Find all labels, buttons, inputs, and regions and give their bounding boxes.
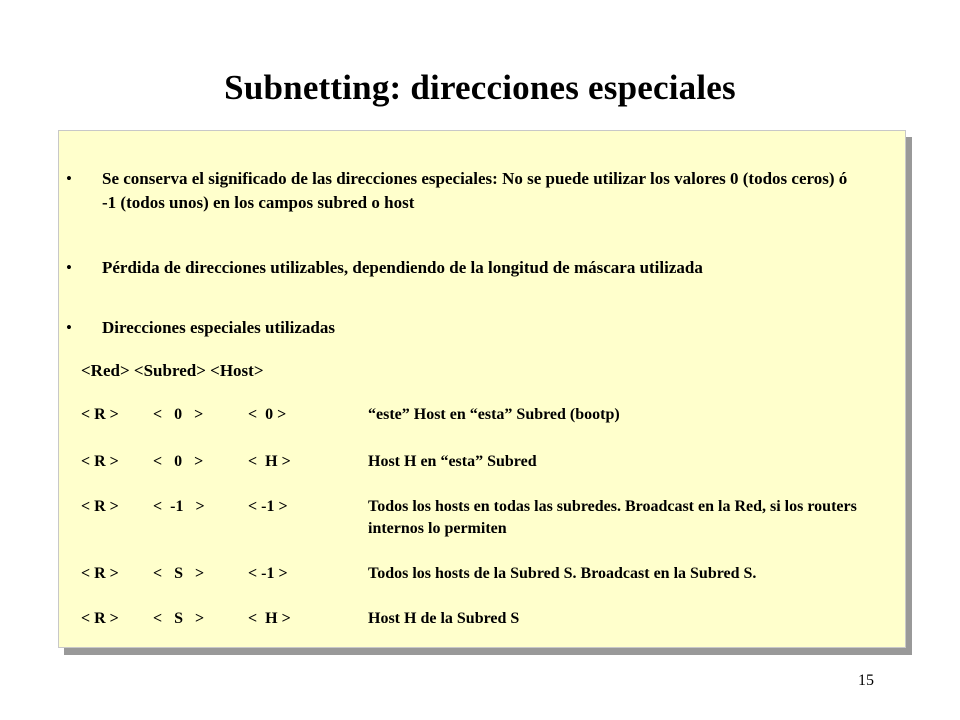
row-description: Todos los hosts de la Subred S. Broadcast en la Subred S. (368, 565, 757, 582)
subred-field: < S > (153, 565, 205, 582)
red-field: < R > (81, 610, 119, 627)
bullet-text: Pérdida de direcciones utilizables, dependiendo de la longitud de máscara utilizada (102, 258, 703, 277)
bullet-dot: • (66, 318, 72, 337)
address-format-header: <Red> <Subred> <Host> (81, 361, 264, 380)
bullet-text: Direcciones especiales utilizadas (102, 318, 335, 337)
subred-field: < 0 > (153, 453, 204, 470)
red-field: < R > (81, 453, 119, 470)
red-field: < R > (81, 406, 119, 423)
host-field: < -1 > (248, 498, 288, 515)
bullet-dot: • (66, 258, 72, 277)
host-field: < -1 > (248, 565, 288, 582)
subred-field: < S > (153, 610, 205, 627)
red-field: < R > (81, 498, 119, 515)
row-description: Todos los hosts en todas las subredes. Broadcast en la Red, si los routers internos lo permiten (368, 498, 857, 537)
subred-field: < -1 > (153, 498, 205, 515)
bullet-text: Se conserva el significado de las direcciones especiales: No se puede utilizar los valores 0 (todos ceros) ó -1 (todos unos) en los campos subred o host (102, 169, 848, 212)
host-field: < H > (248, 453, 291, 470)
row-description: Host H de la Subred S (368, 610, 520, 627)
bullet-dot: • (66, 169, 72, 188)
slide-title: Subnetting: direcciones especiales (224, 68, 736, 107)
host-field: < H > (248, 610, 291, 627)
red-field: < R > (81, 565, 119, 582)
row-description: Host H en “esta” Subred (368, 453, 537, 470)
page-number: 15 (858, 672, 874, 689)
row-description: “este” Host en “esta” Subred (bootp) (368, 406, 620, 423)
subred-field: < 0 > (153, 406, 204, 423)
host-field: < 0 > (248, 406, 287, 423)
